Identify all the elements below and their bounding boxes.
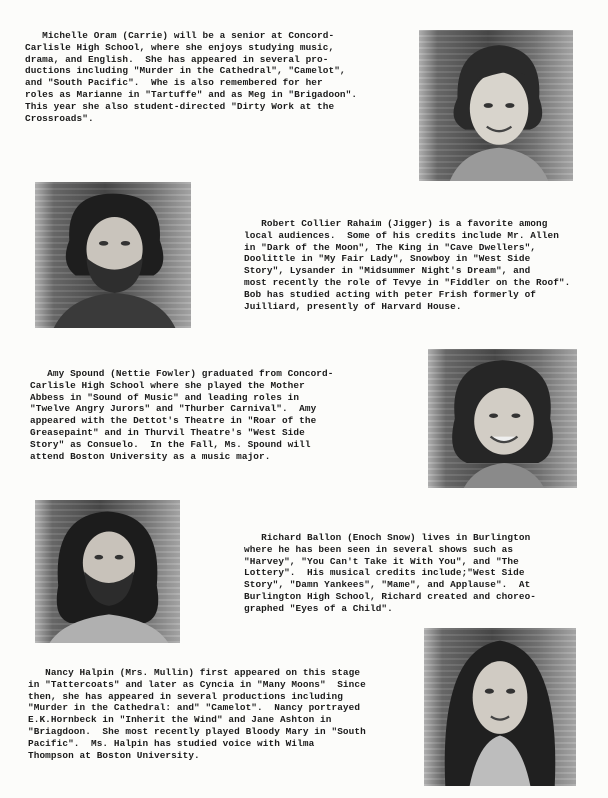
bio-line: Story", "Damn Yankees", "Mame", and Applause". At	[244, 579, 531, 591]
portrait-silhouette-icon	[428, 349, 577, 488]
bio-line: graphed "Eyes of a Child".	[244, 602, 393, 614]
bio-nancy-halpin	[28, 667, 366, 761]
bio-line: Carlisle High School where she played the Mother	[30, 379, 305, 391]
bio-line: Nancy Halpin (Mrs. Mullin) first appeared on this stage	[28, 667, 361, 678]
bio-line: in "Dark of the Moon", The King in "Cave Dwellers",	[244, 241, 537, 253]
bio-line: Carlisle High School, where she enjoys studying music,	[25, 41, 335, 53]
bio-line: Robert Collier Rahaim (Jigger) is a favorite among	[244, 218, 548, 229]
bio-line: then, she has appeared in several productions including	[28, 690, 343, 702]
bio-richard-ballon	[244, 532, 536, 615]
bio-line: roles as Marianne in "Tartuffe" and as Meg in "Brigadoon".	[25, 88, 358, 100]
bio-line: Story" as Consuelo. In the Fall, Ms. Spound will	[30, 438, 311, 450]
bio-line: "Murder in the Cathedral: and" "Camelot". Nancy portrayed	[28, 702, 361, 714]
bio-line: Amy Spound (Nettie Fowler) graduated from Concord-	[30, 368, 334, 379]
portrait-silhouette-icon	[424, 628, 576, 786]
bio-robert-rahaim	[244, 218, 570, 312]
bio-line: Juilliard, presently of Harvard House.	[244, 300, 462, 312]
bio-line: Burlington High School, Richard created and choreo-	[244, 590, 537, 602]
bio-line: ductions including "Murder in the Cathedral", "Camelot",	[25, 65, 346, 77]
bio-line: "Twelve Angry Jurors" and "Thurber Carnival". Amy	[30, 403, 317, 415]
headshot-photo-amy-spound	[428, 349, 577, 488]
bio-line: and "South Pacific". Whe is also remembered for her	[25, 77, 323, 89]
portrait-silhouette-icon	[35, 500, 180, 643]
bio-line: drama, and English. She has appeared in several pro-	[25, 53, 329, 65]
bio-line: "Harvey", "You Can't Take it With You", and "The	[244, 555, 519, 567]
portrait-silhouette-icon	[419, 30, 573, 181]
bio-line: local audiences. Some of his credits include Mr. Allen	[244, 229, 559, 241]
bio-line: Thompson at Boston University.	[28, 749, 200, 761]
bio-line: Crossroads".	[25, 112, 94, 124]
bio-line: Doolittle in "My Fair Lady", Snowboy in "West Side	[244, 253, 531, 265]
bio-line: This year she also student-directed "Dirty Work at the	[25, 100, 335, 112]
portrait-silhouette-icon	[35, 182, 191, 328]
bio-line: Greasepaint" and in Thurvil Theatre's "West Side	[30, 426, 305, 438]
bio-line: Michelle Oram (Carrie) will be a senior at Concord-	[25, 30, 335, 41]
bio-line: Richard Ballon (Enoch Snow) lives in Burlington	[244, 532, 531, 543]
bio-line: Story", Lysander in "Midsummer Night's Dream", and	[244, 265, 531, 277]
bio-line: in "Tattercoats" and later as Cyncia in "Many Moons" Since	[28, 678, 366, 690]
bio-line: Lottery". His musical credits include;"West Side	[244, 567, 525, 579]
headshot-photo-richard-ballon	[35, 500, 180, 643]
bio-amy-spound	[30, 368, 333, 462]
bio-line: Bob has studied acting with peter Frish formerly of	[244, 288, 537, 300]
bio-line: attend Boston University as a music major.	[30, 450, 271, 462]
bio-line: Abbess in "Sound of Music" and leading roles in	[30, 391, 300, 403]
headshot-photo-nancy-halpin	[424, 628, 576, 786]
bio-line: "Briagdoon. She most recently played Bloody Mary in "South	[28, 725, 366, 737]
bio-michelle-oram	[25, 30, 357, 124]
bio-line: Pacific". Ms. Halpin has studied voice with Wilma	[28, 737, 315, 749]
bio-line: appeared with the Dettot's Theatre in "Roar of the	[30, 415, 317, 427]
bio-line: most recently the role of Tevye in "Fiddler on the Roof".	[244, 276, 571, 288]
bio-line: where he has been seen in several shows such as	[244, 543, 514, 555]
bio-line: E.K.Hornbeck in "Inherit the Wind" and Jane Ashton in	[28, 714, 332, 726]
headshot-photo-michelle-oram	[419, 30, 573, 181]
headshot-photo-robert-rahaim	[35, 182, 191, 328]
